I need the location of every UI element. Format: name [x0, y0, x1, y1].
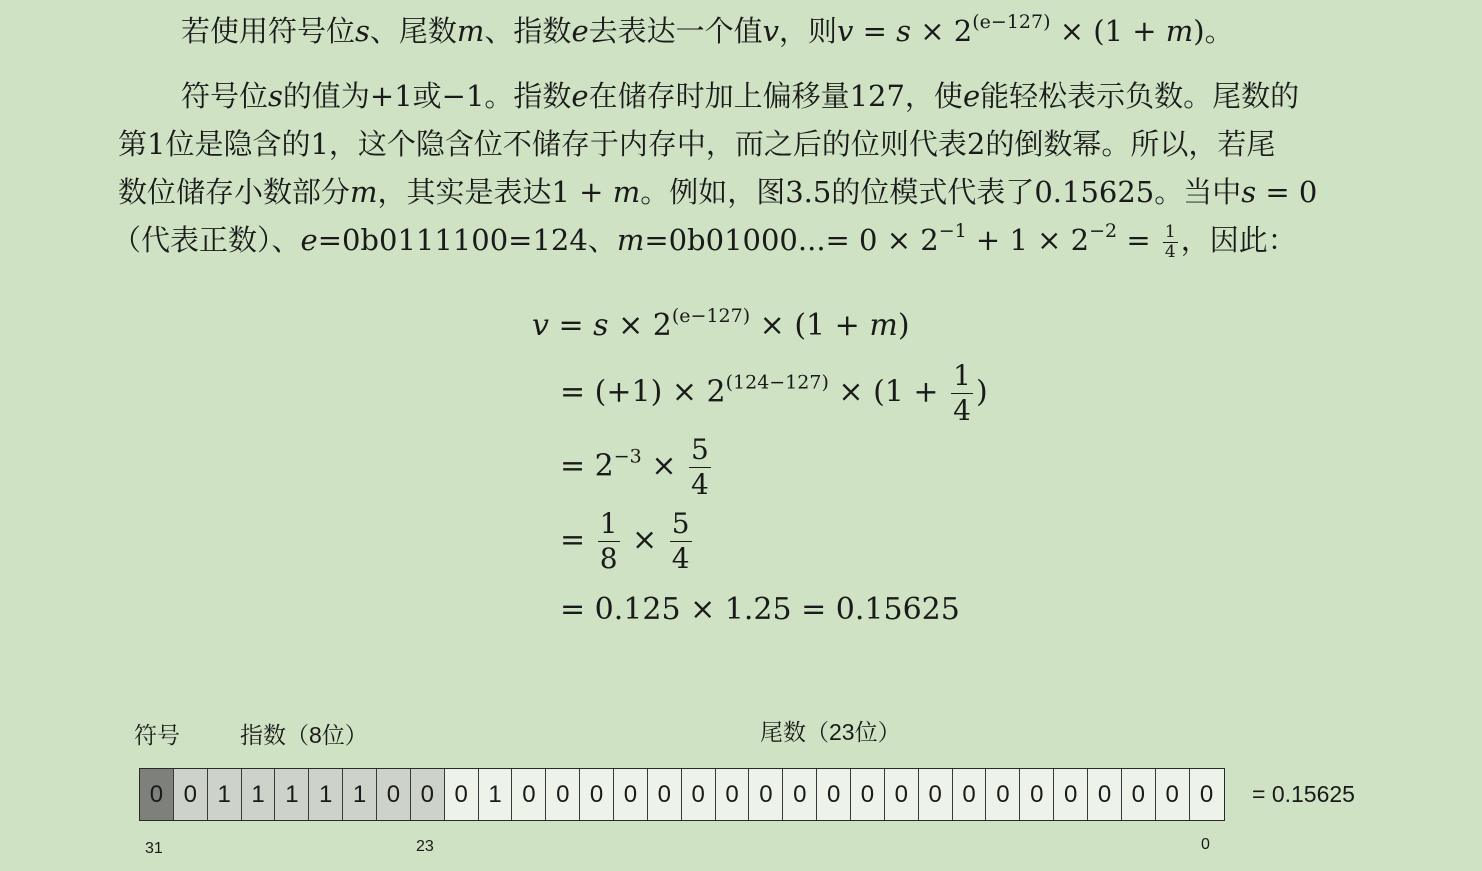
fraction-one-quarter — [1163, 221, 1178, 262]
mantissa-bit: 0 — [1122, 769, 1156, 820]
mantissa-bit: 0 — [682, 769, 716, 820]
text: 去表达一个值 — [588, 14, 763, 48]
paragraph-2-line-1 — [181, 78, 1299, 114]
text: = 0.125 × 1.25 = 0.15625 — [560, 592, 960, 627]
mantissa-bit: 0 — [885, 769, 919, 820]
mantissa-bit: 0 — [1088, 769, 1122, 820]
var-m: m — [456, 14, 485, 48]
text: × (1 + — [828, 374, 949, 410]
formula-rest: × (1 + — [1050, 14, 1166, 48]
mantissa-bit: 0 — [1020, 769, 1054, 820]
denominator: 4 — [1164, 241, 1176, 262]
text: ，则 — [779, 14, 838, 48]
mantissa-bit: 0 — [580, 769, 614, 820]
fraction-one-quarter — [951, 359, 973, 427]
text: × — [622, 522, 667, 558]
var-m: m — [616, 223, 645, 257]
var-s: s — [1241, 175, 1257, 209]
bit-index-31: 31 — [145, 840, 163, 857]
numerator: 1 — [599, 507, 618, 540]
text: × (1 + — [750, 308, 870, 343]
exponent-bit: 1 — [275, 769, 309, 820]
paragraph-2-line-3 — [118, 174, 1317, 210]
numerator: 1 — [1164, 221, 1176, 242]
text: ) — [897, 308, 910, 343]
text: + 1 × 2 — [966, 223, 1090, 257]
text: × 2 — [608, 308, 672, 343]
exponent-bit: 1 — [343, 769, 377, 820]
label-mantissa: 尾数（23位） — [760, 719, 901, 745]
mantissa-bit: 0 — [716, 769, 750, 820]
var-e: e — [962, 79, 981, 113]
mantissa-bit: 0 — [953, 769, 987, 820]
numerator: 5 — [691, 433, 709, 466]
mantissa-bit: 0 — [512, 769, 546, 820]
text: =0b0111100=124、 — [317, 223, 617, 257]
fraction-five-quarters — [670, 507, 692, 575]
text: = 2 — [560, 448, 614, 484]
text: = 0 — [1256, 175, 1318, 209]
formula-m: m — [1165, 14, 1194, 48]
exponent: (124−127) — [725, 371, 829, 394]
var-m: m — [350, 175, 378, 209]
exponent-bit: 1 — [242, 769, 276, 820]
sign-bit: 0 — [140, 769, 174, 820]
formula-end: )。 — [1193, 14, 1234, 48]
mantissa-bit: 0 — [1190, 769, 1224, 820]
text: ，因此： — [1180, 223, 1297, 257]
denominator: 4 — [953, 394, 971, 427]
mantissa-bit: 0 — [1054, 769, 1088, 820]
paragraph-2-line-2 — [118, 126, 1275, 162]
formula-times: × 2 — [911, 14, 973, 48]
fraction-one-eighth — [598, 507, 620, 575]
text: ) — [975, 374, 988, 410]
equation-1 — [532, 305, 910, 343]
var-v: v — [762, 14, 780, 48]
text: 数位储存小数部分 — [118, 175, 351, 209]
bit-pattern — [139, 768, 1225, 821]
text: = (+1) × 2 — [560, 374, 726, 410]
var-m: m — [869, 308, 898, 343]
var-s: s — [593, 308, 609, 343]
fraction-five-quarters — [689, 433, 711, 501]
mantissa-bit: 0 — [851, 769, 885, 820]
exponent-bit: 0 — [411, 769, 445, 820]
text: × — [641, 448, 686, 484]
var-s: s — [355, 14, 370, 48]
exponent: −1 — [938, 220, 967, 242]
equation-4 — [560, 507, 695, 575]
mantissa-bit: 1 — [479, 769, 513, 820]
text: 在储存时加上偏移量127，使 — [588, 79, 963, 113]
denominator: 4 — [671, 542, 690, 575]
text: =0b01000...= 0 × 2 — [644, 223, 939, 257]
paragraph-1 — [181, 13, 1234, 49]
text: = — [560, 522, 595, 558]
label-sign: 符号 — [134, 722, 180, 748]
formula-eq: = — [853, 14, 897, 48]
equation-3 — [560, 433, 714, 501]
mantissa-bit: 0 — [546, 769, 580, 820]
mantissa-bit: 0 — [614, 769, 648, 820]
equation-5 — [560, 592, 960, 627]
text: （代表正数）、 — [112, 223, 301, 257]
exponent-bit: 1 — [208, 769, 242, 820]
text: 、指数 — [484, 14, 572, 48]
exponent-bit: 0 — [174, 769, 208, 820]
mantissa-bit: 0 — [648, 769, 682, 820]
bit-index-23: 23 — [416, 838, 434, 855]
exponent-bit: 0 — [377, 769, 411, 820]
exponent: (e−127) — [671, 305, 751, 327]
text: 的值为+1或−1。指数 — [282, 79, 572, 113]
text: 。例如，图3.5的位模式代表了0.15625。当中 — [640, 175, 1242, 209]
exponent: −2 — [1089, 220, 1118, 242]
mantissa-bit: 0 — [1156, 769, 1190, 820]
text: ，其实是表达1 + — [377, 175, 613, 209]
text: 第1位是隐含的1，这个隐含位不储存于内存中，而之后的位则代表2的倒数幂。所以，若尾 — [118, 127, 1276, 161]
denominator: 4 — [691, 468, 709, 501]
text: = — [1117, 223, 1160, 257]
formula-s: s — [896, 14, 912, 48]
exponent-bit: 1 — [309, 769, 343, 820]
bit-index-0: 0 — [1201, 836, 1210, 853]
mantissa-bit: 0 — [445, 769, 479, 820]
text: 能轻松表示负数。尾数的 — [980, 79, 1300, 113]
var-v: v — [532, 308, 549, 343]
formula-v: v — [837, 14, 854, 48]
var-e: e — [300, 223, 318, 257]
var-s: s — [268, 79, 283, 113]
mantissa-bit: 0 — [986, 769, 1020, 820]
text: 符号位 — [181, 79, 269, 113]
mantissa-bit: 0 — [817, 769, 851, 820]
denominator: 8 — [599, 542, 618, 575]
var-e: e — [571, 14, 589, 48]
formula-exponent: (e−127) — [972, 11, 1051, 33]
result-value: = 0.15625 — [1252, 781, 1355, 807]
text: 若使用符号位 — [181, 14, 356, 48]
text: = — [548, 308, 594, 343]
numerator: 5 — [671, 507, 690, 540]
var-m: m — [612, 175, 641, 209]
text: 、尾数 — [369, 14, 457, 48]
mantissa-bit: 0 — [919, 769, 953, 820]
equation-2 — [560, 359, 988, 427]
numerator: 1 — [953, 359, 971, 392]
var-e: e — [571, 79, 589, 113]
exponent: −3 — [613, 445, 642, 468]
label-exponent: 指数（8位） — [240, 722, 368, 748]
mantissa-bit: 0 — [749, 769, 783, 820]
mantissa-bit: 0 — [783, 769, 817, 820]
paragraph-2-line-4 — [112, 222, 1297, 261]
